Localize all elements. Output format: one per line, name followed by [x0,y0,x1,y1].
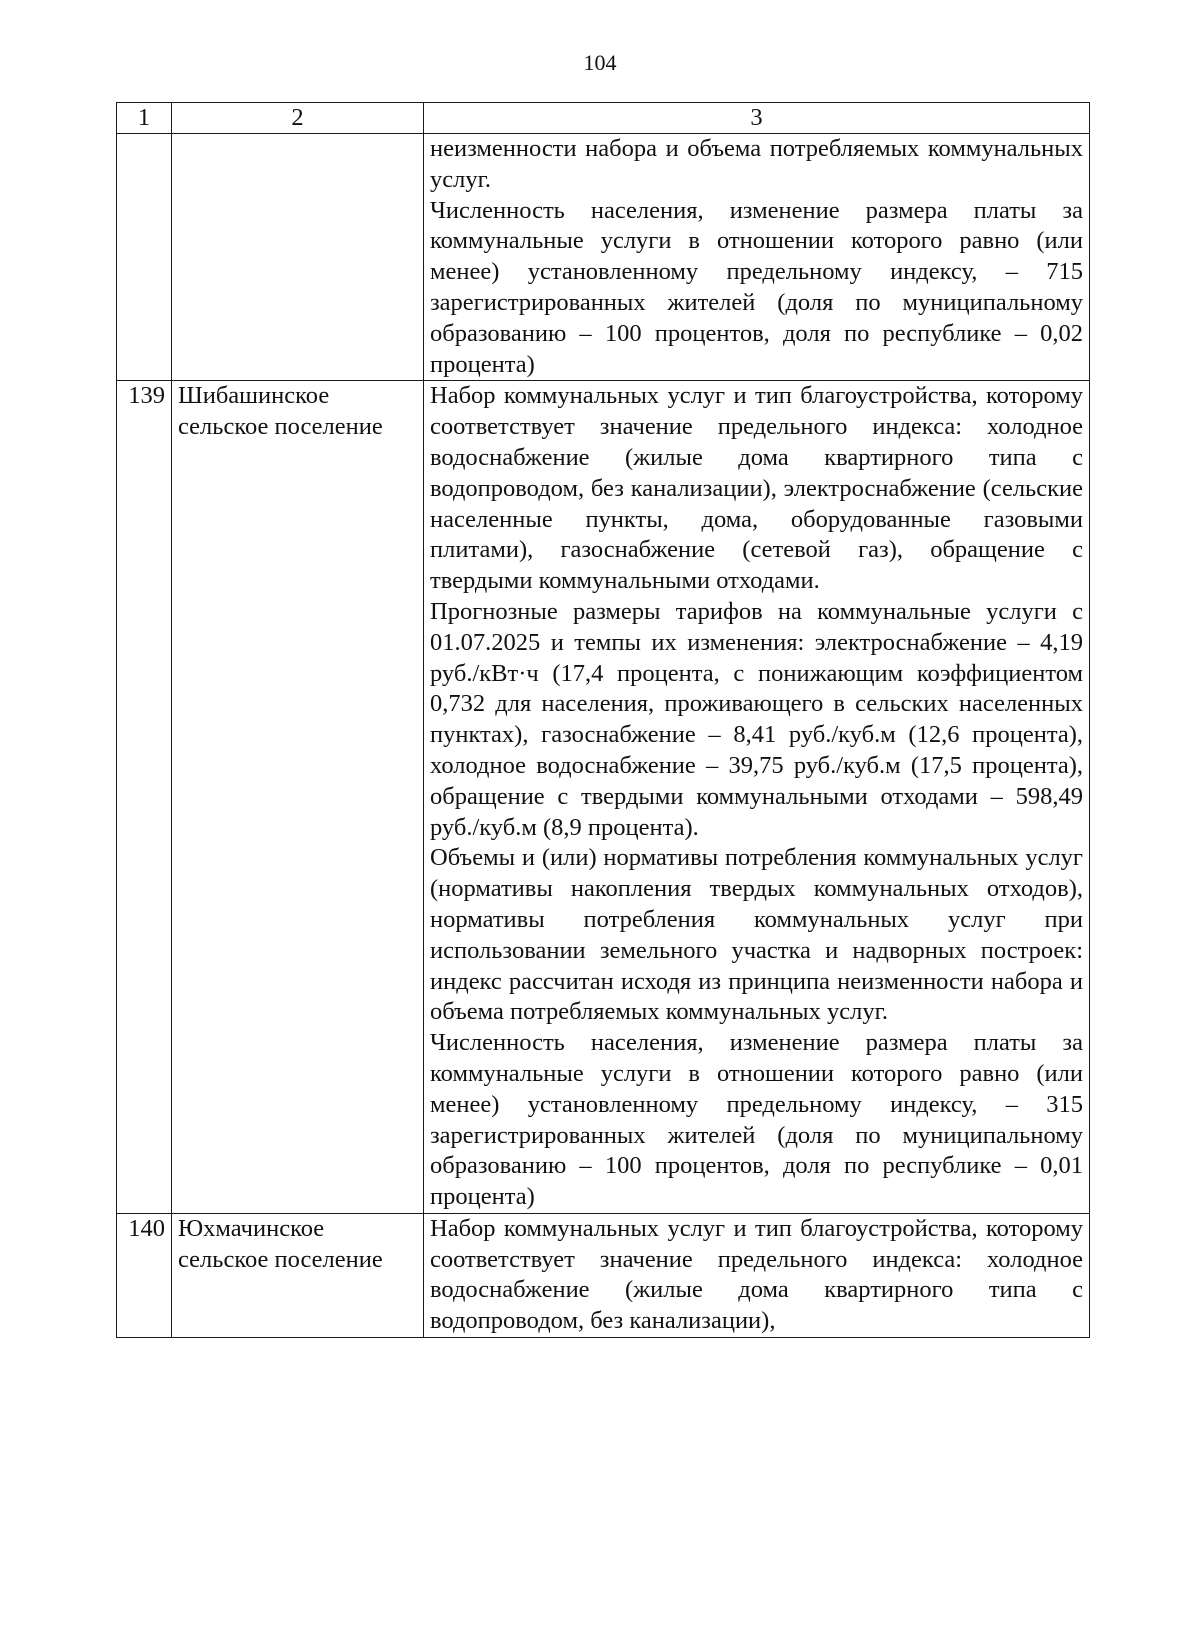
description-paragraph: Объемы и (или) нормативы потребления коммунальных услуг (нормативы накопления твердых коммунальных отходов), нормативы потребления коммунальных услуг при использовании земельного участка и надворных построек: индекс рассчитан исходя из принципа неизменности набора и объема потребляемых коммунальных услуг. [430,844,1083,1026]
row-number: 140 [117,1213,172,1337]
municipality-name: Юхмачинское сельское поселение [172,1213,424,1337]
column-header-3: 3 [424,103,1090,134]
page-number: 104 [583,50,617,75]
description-paragraph: Численность населения, изменение размера платы за коммунальные услуги в отношении которого равно (или менее) установленному предельному индексу, – 715 зарегистрированных жителей (доля по муниципальному образованию – 100 процентов, доля по республике – 0,02 процента) [430,196,1083,378]
municipality-name [172,134,424,381]
column-header-2: 2 [172,103,424,134]
table-header-row [117,103,1090,134]
row-number: 139 [117,381,172,1214]
description-paragraph: неизменности набора и объема потребляемых коммунальных услуг. [430,135,1083,193]
table-row [117,1213,1090,1337]
description-paragraph: Набор коммунальных услуг и тип благоустройства, которому соответствует значение предельного индекса: холодное водоснабжение (жилые дома квартирного типа с водопроводом, без канализации), [430,1214,1083,1335]
row-number [117,134,172,381]
municipality-name: Шибашинское сельское поселение [172,381,424,1214]
description-paragraph: Численность населения, изменение размера платы за коммунальные услуги в отношении которого равно (или менее) установленному предельному индексу, – 315 зарегистрированных жителей (доля по муниципальному образованию – 100 процентов, доля по республике – 0,01 процента) [430,1029,1083,1211]
table-row [117,134,1090,381]
column-header-1: 1 [117,103,172,134]
row-description [424,1213,1090,1337]
table-row [117,381,1090,1214]
description-paragraph: Прогнозные размеры тарифов на коммунальные услуги с 01.07.2025 и темпы их изменения: электроснабжение – 4,19 руб./кВт·ч (17,4 процента, с понижающим коэффициентом 0,732 для населения, проживающего в сельских населенных пунктах), газоснабжение – 8,41 руб./куб.м (12,6 процента), холодное водоснабжение – 39,75 руб./куб.м (17,5 процента), обращение с твердыми коммунальными отходами – 598,49 руб./куб.м (8,9 процента). [430,597,1083,841]
row-description [424,381,1090,1214]
row-description [424,134,1090,381]
description-paragraph: Набор коммунальных услуг и тип благоустройства, которому соответствует значение предельного индекса: холодное водоснабжение (жилые дома квартирного типа с водопроводом, без канализации), электроснабжение (сельские населенные пункты, дома, оборудованные газовыми плитами), газоснабжение (сетевой газ), обращение с твердыми коммунальными отходами. [430,382,1083,595]
tariff-table [116,102,1090,1338]
